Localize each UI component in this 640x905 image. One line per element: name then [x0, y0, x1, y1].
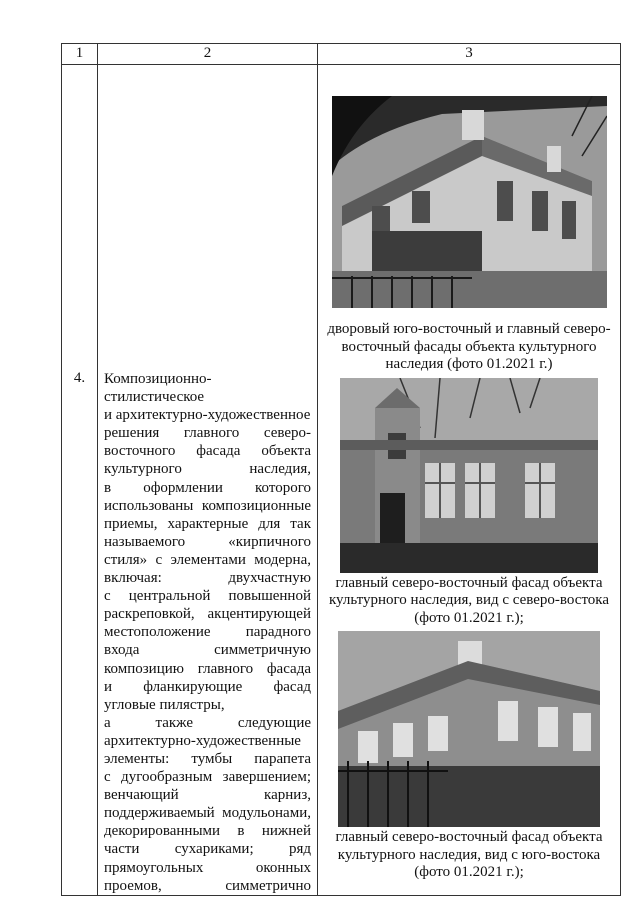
desc-line: и архитектурно-художественное	[104, 407, 311, 424]
building-photo-1	[332, 96, 607, 308]
header-row	[62, 44, 621, 65]
row-description	[98, 65, 318, 896]
header-col2: 2	[98, 44, 318, 65]
caption-line: (фото 01.2021 г.);	[414, 864, 524, 880]
desc-line: декорированными в нижней	[104, 823, 311, 840]
desc-line: стилистическое	[104, 389, 205, 406]
desc-line: входа симметричную	[104, 642, 311, 659]
caption-line: дворовый юго-восточный и главный северо-	[327, 321, 611, 337]
desc-line: а также следующие	[104, 714, 311, 731]
desc-line: культурного наследия,	[104, 461, 311, 478]
desc-line: и фланкирующие фасад	[104, 678, 311, 695]
caption-line: главный северо-восточный фасад объекта	[335, 829, 603, 845]
desc-line: в оформлении которого	[104, 479, 311, 496]
table-row	[62, 65, 621, 896]
desc-line: композицию главного фасада	[104, 660, 311, 677]
desc-line: приемы, характерные для так	[104, 515, 311, 532]
building-photo-3	[338, 631, 600, 827]
desc-line: местоположение парадного	[104, 624, 311, 641]
row-number: 4.	[62, 65, 98, 896]
desc-line: части сухариками; ряд	[104, 841, 311, 858]
desc-line: стиля» с элементами модерна,	[104, 551, 311, 568]
header-col3: 3	[318, 44, 621, 65]
desc-line: раскреповкой, акцентирующей	[104, 606, 311, 623]
photo-2-caption	[318, 575, 620, 628]
desc-line: включая: двухчастную	[104, 570, 311, 587]
caption-line: культурного наследия, вид с юго-востока	[337, 846, 601, 863]
caption-line: наследия (фото 01.2021 г.)	[385, 356, 553, 372]
desc-line: элементы: тумбы парапета	[104, 750, 311, 767]
caption-line: (фото 01.2021 г.);	[414, 609, 524, 626]
desc-line: поддерживаемый модульонами,	[104, 805, 311, 822]
desc-line: с дугообразным завершением;	[104, 769, 311, 786]
desc-line: с центральной повышенной	[104, 588, 311, 605]
desc-line: проемов, симметрично	[104, 877, 311, 894]
desc-line: называемого «кирпичного	[104, 533, 311, 550]
photo-3-caption	[318, 829, 620, 882]
caption-line: культурного наследия, вид с северо-востока	[328, 592, 610, 608]
photo-1-caption	[318, 321, 620, 374]
desc-line: прямоугольных оконных	[104, 859, 311, 876]
desc-line: восточного фасада объекта	[104, 443, 311, 460]
desc-line: архитектурно-художественные	[104, 732, 301, 749]
header-col1: 1	[62, 44, 98, 65]
desc-line: решения главного северо-	[104, 425, 311, 442]
desc-line: угловые пилястры,	[104, 696, 225, 713]
building-photo-2	[340, 378, 598, 573]
desc-line: использованы композиционные	[104, 497, 311, 514]
caption-line: главный северо-восточный фасад объекта	[335, 574, 603, 591]
heritage-table	[61, 43, 621, 896]
row-photos	[318, 65, 621, 896]
caption-line: восточный фасады объекта культурного	[341, 338, 597, 355]
desc-line: Композиционно-	[104, 371, 212, 387]
desc-line: венчающий карниз,	[104, 787, 311, 804]
